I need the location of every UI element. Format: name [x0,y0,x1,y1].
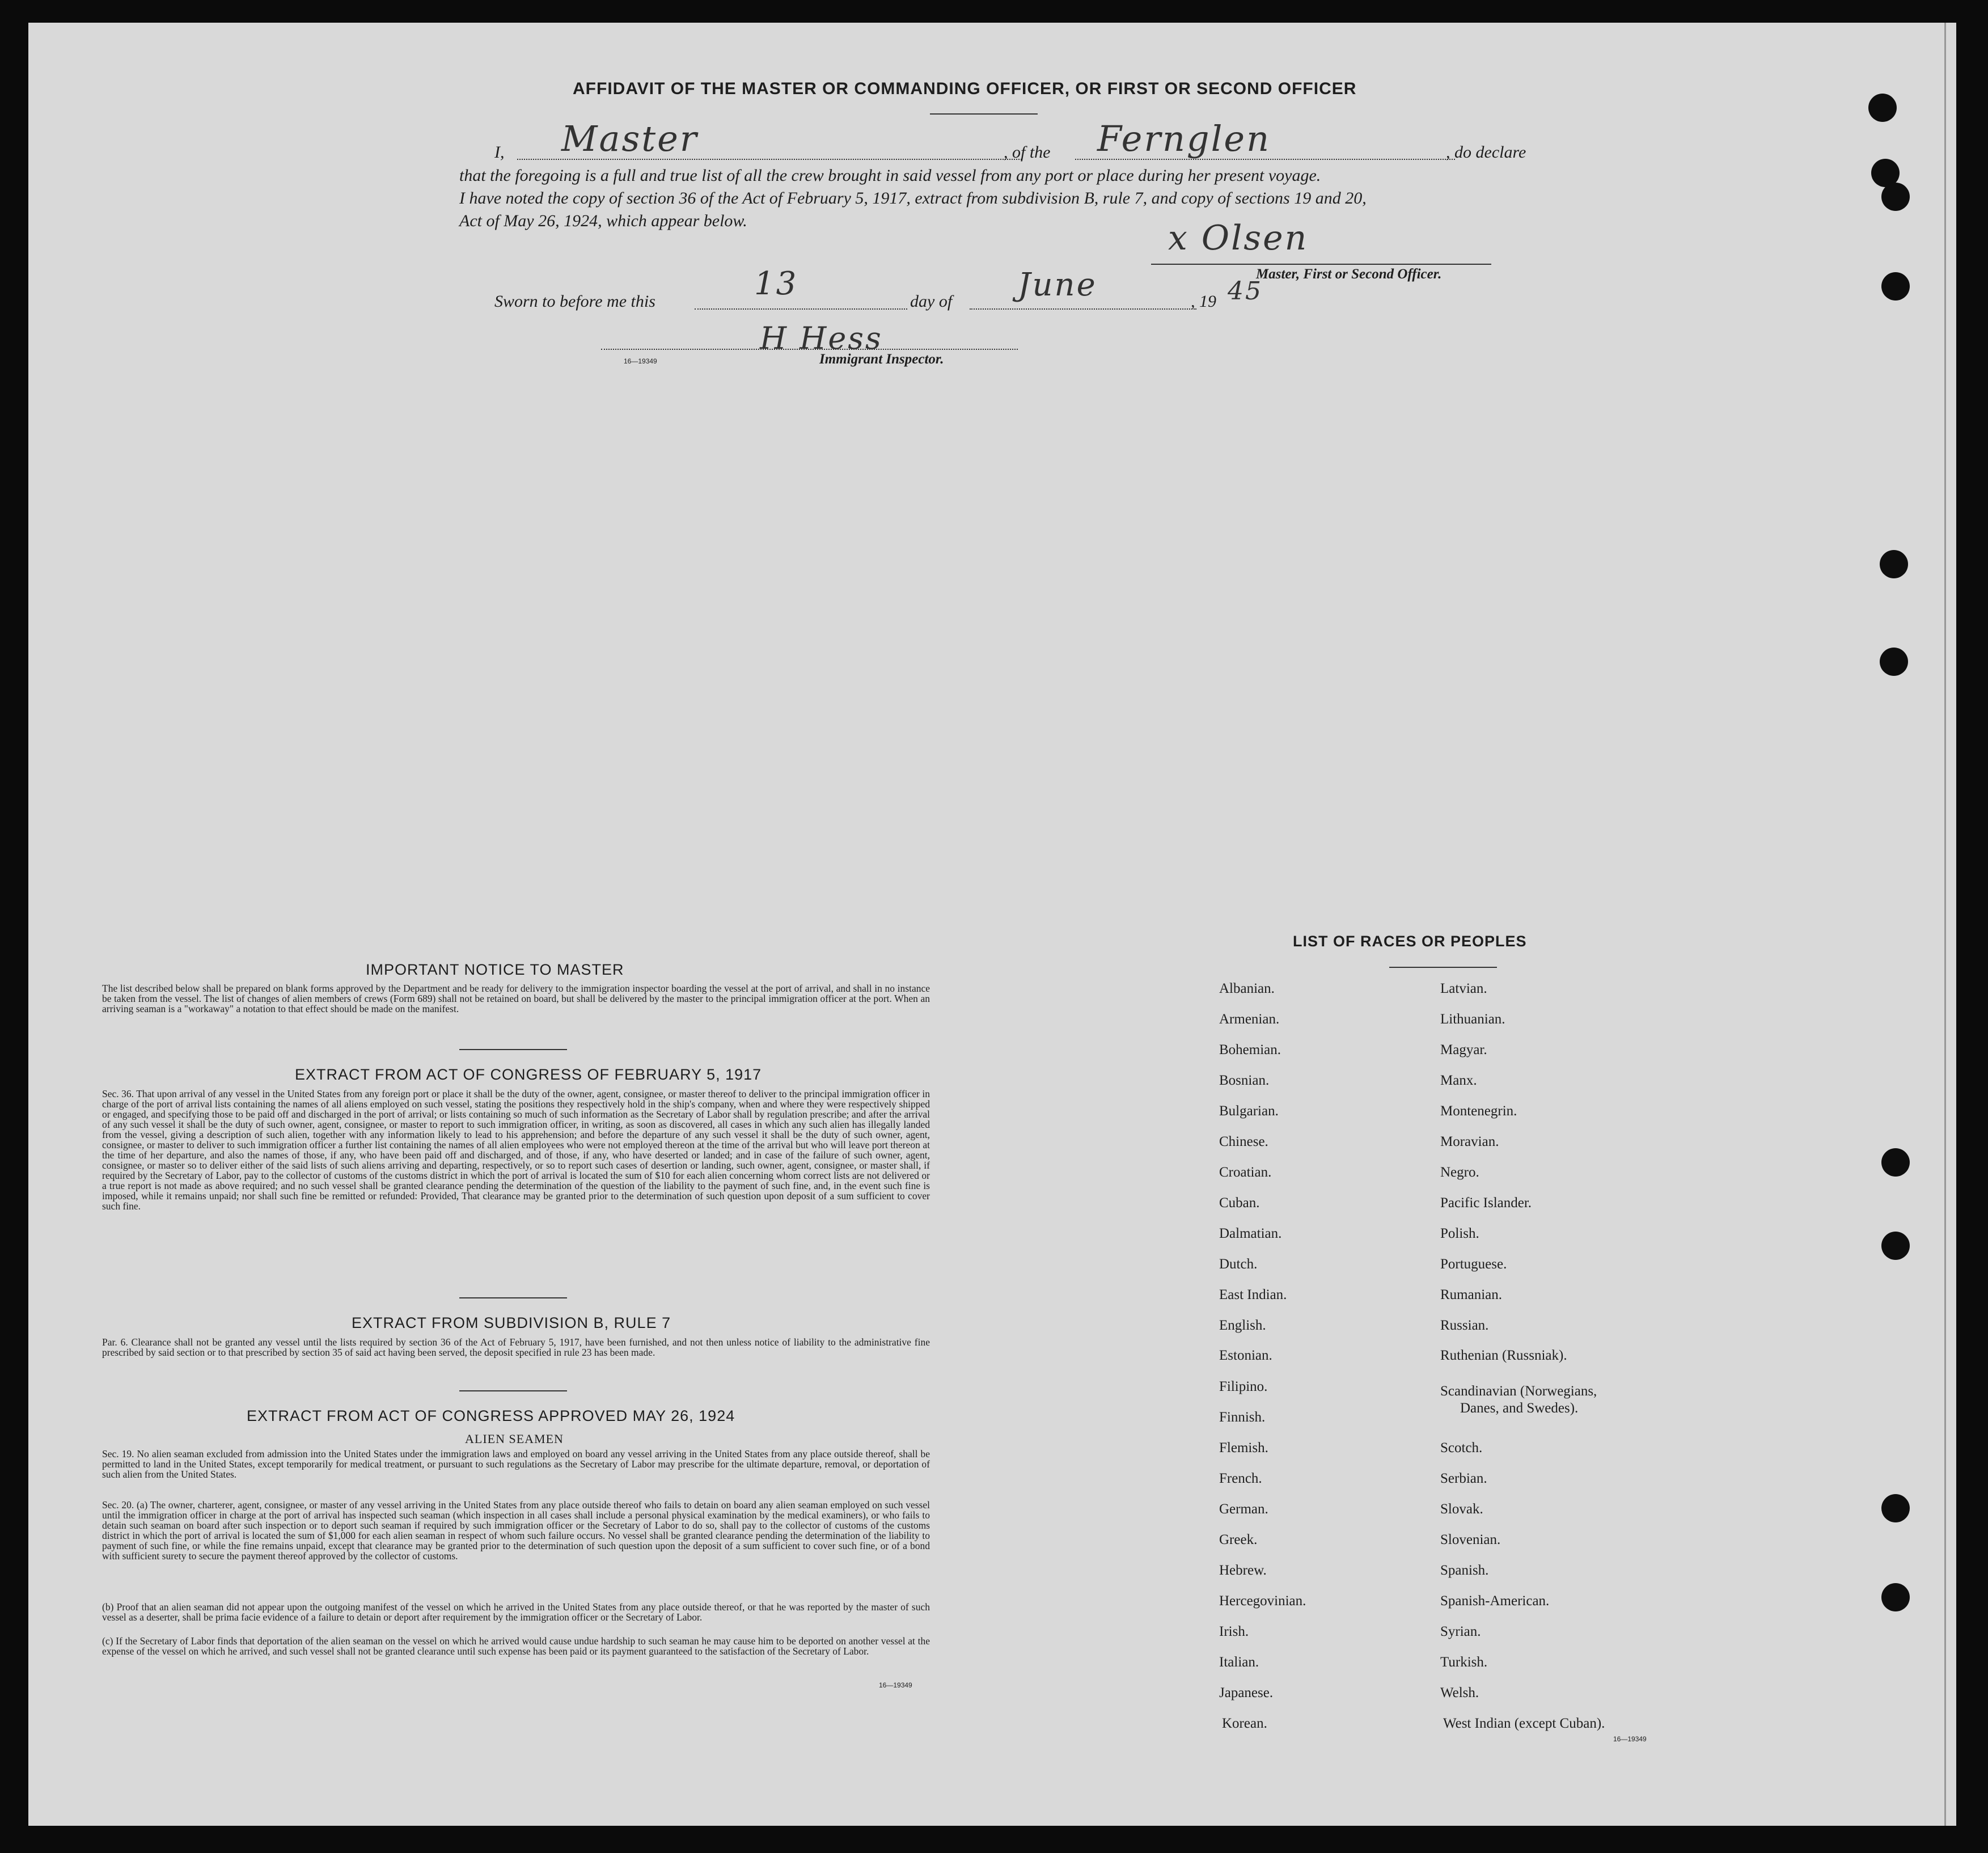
extract-rule7-title: EXTRACT FROM SUBDIVISION B, RULE 7 [352,1314,671,1331]
race-item: Lithuanian. [1440,1012,1505,1027]
race-item: Danes, and Swedes). [1460,1401,1579,1416]
notice-text: The list described below shall be prepared on blank forms approved by the Department and be ready for delivery to the immigration inspector boarding the vessel at the port of arrival, and shall in no instance be taken from the vessel. The list of changes of alien members of crews (Form 689) shall not be retained on board, but shall be delivered by the master to the principal immigration officer at the port. When an arriving seaman is a "workaway" a notation to that effect should be made on the manifest. [102,983,930,1014]
divider [459,1049,567,1050]
race-item: Croatian. [1219,1165,1272,1180]
race-item: Dutch. [1219,1257,1258,1272]
sworn-year-prefix: , 19 [1191,292,1216,311]
race-item: Spanish. [1440,1563,1489,1578]
sworn-day-line [695,289,907,310]
race-item: Welsh. [1440,1685,1479,1700]
extract-1924-sec20b: (b) Proof that an alien seaman did not appear upon the outgoing manifest of the vessel on which he arrived in the United States from any place outside thereof, or that he was reported by the master of such vessel as a deserter, shall be prima facie evidence of a failure to detain or deport after requirement by the immigration officer or the Secretary of Labor. [102,1601,930,1623]
extract-1924-sec20c: (c) If the Secretary of Labor finds that deportation of the alien seaman on the vessel on which he arrived would cause undue hardship to such seaman he may cause him to be deported on another vessel at the expense of the vessel on which he arrived, and such vessel shall not be granted clearance until such expense has been paid or its payment guaranteed to the satisfaction of the Secretary of Labor. [102,1635,930,1657]
punch-hole [1881,1494,1910,1522]
sworn-prefix: Sworn to before me this [494,292,655,311]
race-item: Slovenian. [1440,1532,1501,1547]
punch-hole [1881,1232,1910,1260]
page-edge [1944,23,1946,1826]
master-signature: x Olsen [1168,218,1309,258]
document-page [28,23,1956,1826]
form-number: 16—19349 [1613,1735,1647,1743]
race-item: Moravian. [1440,1134,1499,1149]
race-item: Flemish. [1219,1440,1268,1456]
extract-1917-title: EXTRACT FROM ACT OF CONGRESS OF FEBRUARY 5, 1917 [295,1066,762,1083]
race-item: Magyar. [1440,1042,1487,1057]
race-item: Filipino. [1219,1379,1268,1394]
affidavit-line2: that the foregoing is a full and true list of all the crew brought in said vessel from any port or place during her present voyage. [459,166,1321,185]
race-item: Pacific Islander. [1440,1195,1532,1211]
race-item: Greek. [1219,1532,1258,1547]
signer-caption: Master, First or Second Officer. [1256,266,1442,282]
punch-hole [1881,272,1910,301]
punch-hole [1880,648,1908,676]
race-item: Chinese. [1219,1134,1268,1149]
punch-hole [1868,94,1897,122]
sworn-mid: day of [910,292,953,311]
form-number: 16—19349 [624,357,657,365]
signature-line [1151,264,1491,265]
inspector-line [601,332,1018,350]
affidavit-line1-suffix: , do declare [1446,143,1526,162]
race-item: Scotch. [1440,1440,1483,1456]
sworn-month: June [1018,266,1097,303]
race-item: Latvian. [1440,981,1487,996]
race-item: Ruthenian (Russniak). [1440,1348,1567,1363]
race-item: Hercegovinian. [1219,1593,1306,1609]
extract-1917-text: Sec. 36. That upon arrival of any vessel in the United States from any foreign port or place it shall be the duty of the owner, agent, consignee, or master thereof to deliver to the principal immigration officer in charge of the port of arrival lists containing the names of all aliens employed on such vessel, stating the positions they respectively hold in the ship's company, when and where they were respectively shipped or engaged, and specifying those to be paid off and discharged in the port of arrival; or lists containing so much of such information as the Secretary of Labor shall by regulation prescribe; and after the arrival of any such vessel it shall be the duty of such owner, agent, consignee, or master to report to such immigration officer, in writing, as soon as discovered, all cases in which any such alien has illegally landed from the vessel, giving a description of such alien, together with any information likely to lead to his apprehension; and before the departure of any such vessel it shall be the duty of such owner, agent, consignee, or master to deliver to such immigration officer a further list containing the names of all alien employees who were not employed thereon at the time of the arrival but who will leave port thereon at the time of her departure, and also the names of those, if any, who have been paid off and discharged, and of those, if any, who have deserted or landed; and in case of the failure of such owner, agent, consignee, or master so to deliver either of the said lists of such aliens arriving and departing, respectively, or so to report such cases of desertion or landing, such owner, agent, consignee, or master shall, if required by the Secretary of Labor, pay to the collector of customs of the customs district in which the port of arrival is located the sum of $10 for each alien concerning whom correct lists are not delivered or a true report is not made as above required; and no such vessel shall be granted clearance pending the determination of the question of the liability to the payment of such fine, and, in the event such fine is imposed, while it remains unpaid; nor shall such fine be remitted or refunded: Provided, That clearance may be granted prior to the determination of such question upon deposit of a sum sufficient to cover such fine. [102,1088,930,1212]
punch-hole [1880,550,1908,578]
divider [459,1297,567,1298]
divider [930,113,1038,115]
inspector-signature: H Hess [760,320,883,356]
sworn-day: 13 [754,265,798,302]
race-item: Estonian. [1219,1348,1272,1363]
inspector-caption: Immigrant Inspector. [819,352,944,367]
race-item: Serbian. [1440,1471,1487,1486]
extract-1924-title: EXTRACT FROM ACT OF CONGRESS APPROVED MAY 26, 1924 [247,1407,735,1424]
race-item: Scandinavian (Norwegians, [1440,1384,1597,1399]
race-item: Negro. [1440,1165,1479,1180]
race-item: Irish. [1219,1624,1249,1639]
race-item: Cuban. [1219,1195,1260,1211]
extract-1924-sec19: Sec. 19. No alien seaman excluded from admission into the United States under the immigration laws and employed on board any vessel arriving in the United States from any place outside thereof, shall be permitted to land in the United States, except temporarily for medical treatment, or pursuant to such regulations as the Secretary of Labor may prescribe for the ultimate departure, removal, or deportation of such alien from the United States. [102,1448,930,1480]
sworn-year: 45 [1228,277,1263,306]
extract-1924-sec20a: Sec. 20. (a) The owner, charterer, agent, consignee, or master of any vessel arriving in the United States from any place outside thereof who fails to detain on board any alien seaman employed on such vessel until the immigration officer in charge at the port of arrival has inspected such seaman (which inspection in all cases shall include a personal physical examination by the medical examiners), or who fails to detain such seaman on board after such inspection or to deport such seaman if required by such immigration officer or the Secretary of Labor to do so, shall pay to the collector of customs of the customs district in which the port of arrival is located the sum of $1,000 for each alien seaman in respect of whom such failure occurs. No vessel shall be granted clearance pending the determination of the liability to payment of such fine, or while the fine remains unpaid, except that clearance may be granted prior to the determination of such question upon the deposit of a sum sufficient to cover such fine, or of a bond with sufficient surety to secure the payment thereof approved by the collector of customs. [102,1499,930,1562]
race-item: Syrian. [1440,1624,1481,1639]
race-item: English. [1219,1318,1266,1333]
race-item: Finnish. [1219,1410,1266,1425]
race-item: Italian. [1219,1655,1259,1670]
race-item: Dalmatian. [1219,1226,1282,1241]
race-item: Japanese. [1219,1685,1274,1700]
punch-hole [1881,183,1910,211]
race-item: Armenian. [1219,1012,1280,1027]
race-item: Korean. [1222,1716,1267,1731]
races-title: LIST OF RACES OR PEOPLES [1293,933,1527,950]
race-item: West Indian (except Cuban). [1443,1716,1605,1731]
affidavit-line1-prefix: I, [494,143,505,162]
divider [1389,967,1497,968]
form-number: 16—19349 [879,1681,912,1689]
punch-hole [1881,1148,1910,1177]
affidavit-title: AFFIDAVIT OF THE MASTER OR COMMANDING OFFICER, OR FIRST OR SECOND OFFICER [573,79,1357,98]
affidavit-line1-mid: , of the [1004,143,1051,162]
race-item: German. [1219,1501,1268,1517]
race-item: Hebrew. [1219,1563,1267,1578]
race-item: Spanish-American. [1440,1593,1550,1609]
race-item: Rumanian. [1440,1287,1503,1302]
extract-rule7-text: Par. 6. Clearance shall not be granted any vessel until the lists required by section 36 of the Act of February 5, 1917, have been furnished, and not then unless notice of liability to the administrative fine prescribed by said section or to that prescribed by section 35 of said act having been served, the deposit specified in rule 23 has been made. [102,1336,930,1358]
race-item: Russian. [1440,1318,1489,1333]
notice-title: IMPORTANT NOTICE TO MASTER [366,961,624,978]
race-item: French. [1219,1471,1262,1486]
race-item: Bulgarian. [1219,1103,1279,1119]
race-item: Turkish. [1440,1655,1488,1670]
race-item: Polish. [1440,1226,1479,1241]
race-item: Slovak. [1440,1501,1483,1517]
race-item: Montenegrin. [1440,1103,1517,1119]
affidavit-line4: Act of May 26, 1924, which appear below. [459,211,747,230]
race-item: Bohemian. [1219,1042,1281,1057]
divider [459,1390,567,1391]
race-item: Manx. [1440,1073,1477,1088]
race-item: Portuguese. [1440,1257,1507,1272]
vessel-name: Fernglen [1097,118,1271,159]
race-item: East Indian. [1219,1287,1287,1302]
punch-hole [1881,1583,1910,1611]
affidavit-line3: I have noted the copy of section 36 of the Act of February 5, 1917, extract from subdivision B, rule 7, and copy of sections 19 and 20, [459,189,1367,208]
race-item: Albanian. [1219,981,1275,996]
extract-1924-subtitle: ALIEN SEAMEN [465,1432,564,1446]
master-name: Master [561,118,699,159]
race-item: Bosnian. [1219,1073,1270,1088]
